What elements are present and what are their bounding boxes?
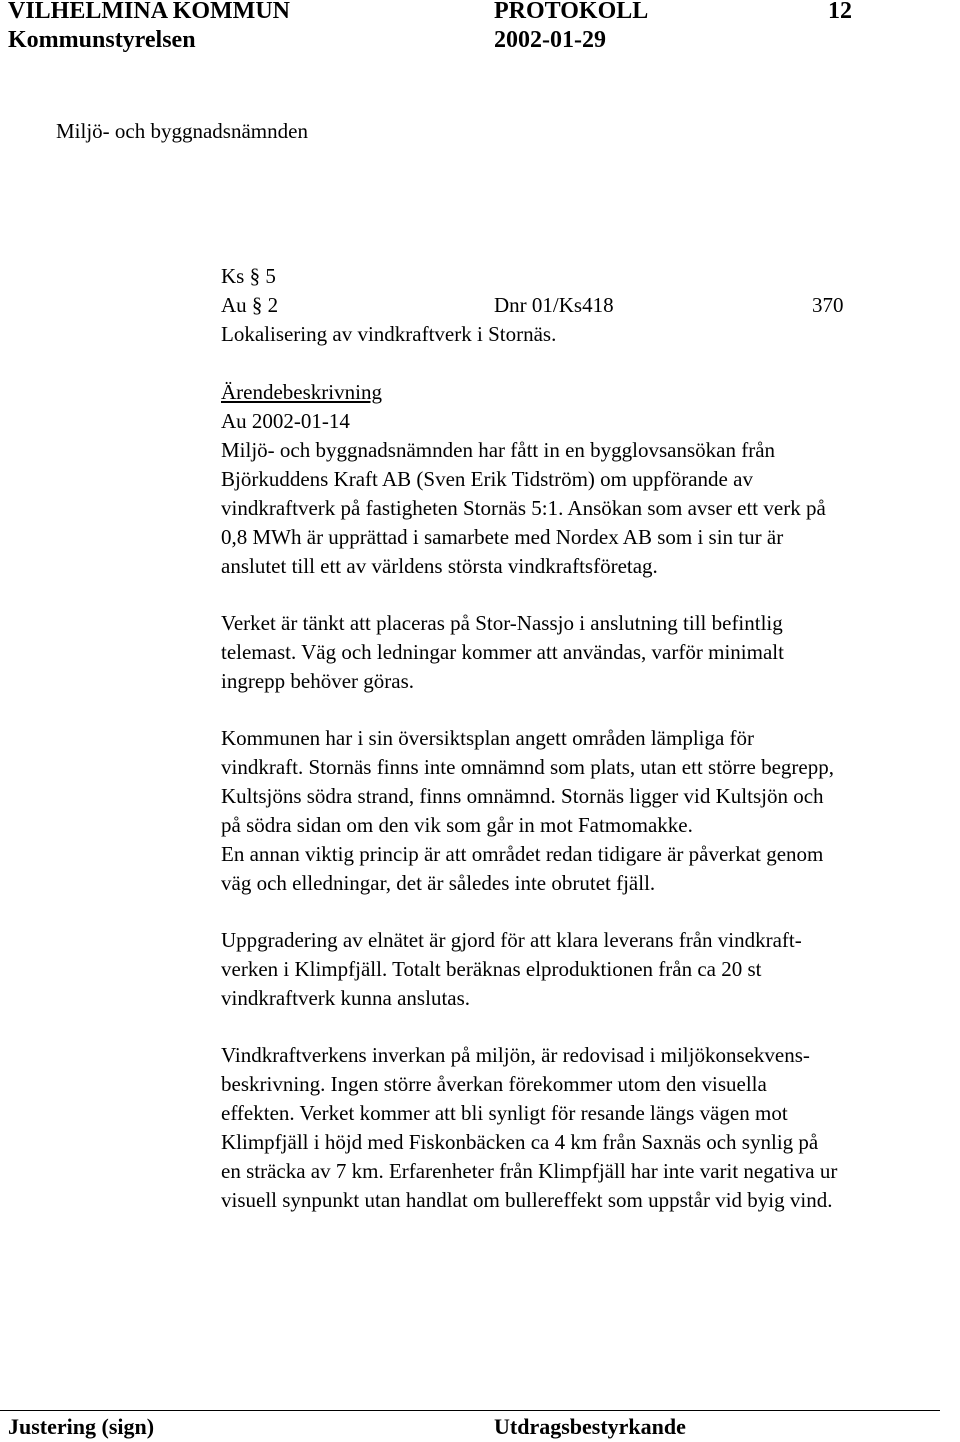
protocol-date: 2002-01-29 (494, 27, 606, 53)
certification-label: Utdragsbestyrkande (494, 1414, 686, 1439)
archive-code: 370 (812, 293, 844, 317)
text-line: 0,8 MWh är upprättad i samarbete med Nordex AB som i sin tur är (221, 525, 784, 549)
text-line: vindkraftverk kunna anslutas. (221, 986, 471, 1010)
au-reference: Au § 2 (221, 293, 279, 317)
text-line: Verket är tänkt att placeras på Stor-Nassjo i anslutning till befintlig (221, 611, 783, 635)
ks-reference: Ks § 5 (221, 264, 276, 288)
text-line: Vindkraftverkens inverkan på miljön, är redovisad i miljökonsekvens- (221, 1043, 810, 1067)
text-line: vindkraft. Stornäs finns inte omnämnd som plats, utan ett större begrepp, (221, 755, 834, 779)
text-line: ingrepp behöver göras. (221, 669, 415, 693)
footer-divider (0, 1410, 940, 1411)
description-heading: Ärendebeskrivning (221, 380, 382, 404)
committee-name: Miljö- och byggnadsnämnden (56, 119, 308, 143)
text-line: effekten. Verket kommer att bli synligt för resande längs vägen mot (221, 1101, 788, 1125)
description-date: Au 2002-01-14 (221, 409, 350, 433)
text-line: Björkuddens Kraft AB (Sven Erik Tidström) om uppförande av (221, 467, 753, 491)
text-line: visuell synpunkt utan handlat om bullereffekt som uppstår vid byig vind. (221, 1188, 833, 1212)
paragraph-environmental-impact (221, 1041, 956, 1215)
paragraph-application (221, 436, 956, 581)
text-line: vindkraftverk på fastigheten Stornäs 5:1. Ansökan som avser ett verk på (221, 496, 826, 520)
text-line: Kommunen har i sin översiktsplan angett områden lämpliga för (221, 726, 755, 750)
text-line: på södra sidan om den vik som går in mot Fatmomakke. (221, 813, 693, 837)
text-line: en sträcka av 7 km. Erfarenheter från Klimpfjäll har inte varit negativa ur (221, 1159, 838, 1183)
issuing-body: Kommunstyrelsen (8, 27, 196, 53)
text-line: verken i Klimpfjäll. Totalt beräknas elproduktionen från ca 20 st (221, 957, 762, 981)
text-line: Kultsjöns södra strand, finns omnämnd. Stornäs ligger vid Kultsjön och (221, 784, 824, 808)
paragraph-placement (221, 609, 956, 696)
text-line: anslutet till ett av världens största vindkraftsföretag. (221, 554, 658, 578)
signature-label: Justering (sign) (8, 1414, 155, 1439)
municipality-name: VILHELMINA KOMMUN (8, 0, 290, 24)
diary-number: Dnr 01/Ks418 (494, 293, 614, 317)
page-number: 12 (828, 0, 852, 24)
text-line: väg och elledningar, det är således inte obrutet fjäll. (221, 871, 656, 895)
text-line: Klimpfjäll i höjd med Fiskonbäcken ca 4 km från Saxnäs och synlig på (221, 1130, 819, 1154)
text-line: telemast. Väg och ledningar kommer att användas, varför minimalt (221, 640, 784, 664)
text-line: Miljö- och byggnadsnämnden har fått in en bygglovsansökan från (221, 438, 776, 462)
paragraph-grid-upgrade (221, 926, 956, 1013)
text-line: beskrivning. Ingen större åverkan förekommer utom den visuella (221, 1072, 767, 1096)
paragraph-overview-plan (221, 724, 956, 898)
case-title: Lokalisering av vindkraftverk i Stornäs. (221, 322, 557, 346)
text-line: Uppgradering av elnätet är gjord för att klara leverans från vindkraft- (221, 928, 802, 952)
text-line: En annan viktig princip är att området redan tidigare är påverkat genom (221, 842, 824, 866)
document-type: PROTOKOLL (494, 0, 649, 24)
